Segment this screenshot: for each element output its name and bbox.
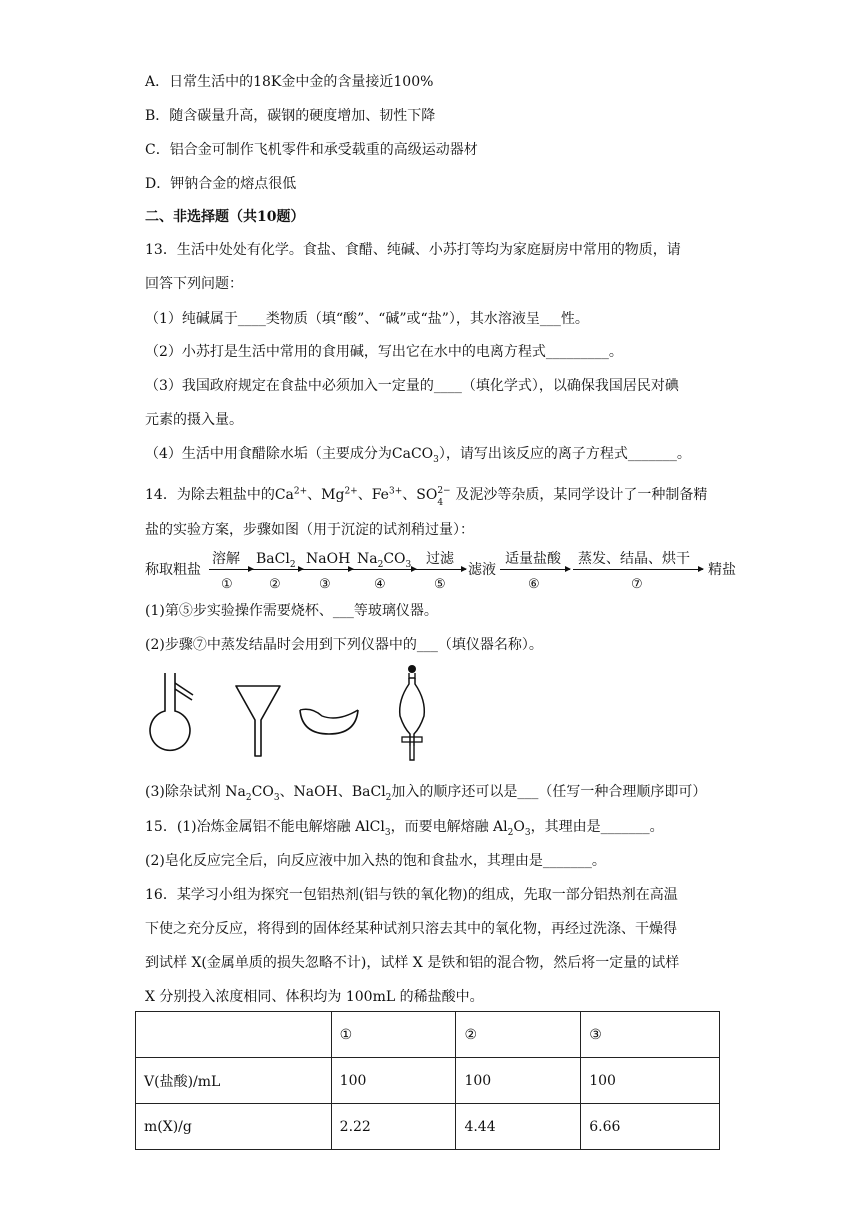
q16-stem-line3: 到试样 X(金属单质的损失忽略不计)，试样 X 是铁和铝的混合物，然后将一定量的试样 — [145, 955, 680, 971]
section-heading: 二、非选择题（共10题） — [145, 209, 305, 225]
flow-step5-number: ⑤ — [434, 577, 446, 592]
flow-step6-label: 适量盐酸 — [505, 551, 561, 567]
flow-step2-label: BaCl$_2$ — [256, 551, 296, 570]
flow-step1-number: ① — [221, 577, 233, 592]
q13-part2: （2）小苏打是生活中常用的食用碱，写出它在水中的电离方程式_________。 — [145, 344, 623, 360]
q15-part2: (2)皂化反应完全后，向反应液中加入热的饱和食盐水，其理由是_______。 — [145, 853, 606, 869]
option-b: B．随含碳量升高，碳钢的硬度增加、韧性下降 — [145, 108, 436, 124]
flow-step3-number: ③ — [319, 577, 331, 592]
separatory-funnel-icon — [392, 664, 432, 764]
q15-part1: 15．(1)冶炼金属铝不能电解熔融 AlCl$_3$，而要电解熔融 $Al_2O_3$，其理由是_______。 — [145, 819, 664, 838]
funnel-icon — [234, 682, 282, 762]
table-row — [136, 1104, 720, 1150]
flow-step1-label: 溶解 — [212, 551, 240, 567]
flow-step2-number: ② — [269, 577, 281, 592]
flow-arrow-5 — [416, 569, 466, 570]
flow-step7-label: 蒸发、结晶、烘干 — [578, 551, 690, 567]
flow-step4-label: $Na_2CO_3$ — [357, 551, 412, 570]
q16-stem-line4: X 分别投入浓度相同、体积均为 100mL 的稀盐酸中。 — [145, 989, 484, 1005]
q14-part1: (1)第⑤步实验操作需要烧杯、___等玻璃仪器。 — [145, 603, 438, 619]
q14-stem-line1: 14．为除去粗盐中的$Ca^{2+}$、$Mg^{2+}$、$Fe^{3+}$、SO 2− 4 及泥沙等杂质，某同学设计了一种制备精 — [145, 486, 708, 508]
table-header-cell: ② — [456, 1012, 581, 1058]
option-a: A．日常生活中的18K金中金的含量接近100% — [145, 74, 434, 90]
evaporating-dish-icon — [298, 704, 360, 738]
flow-start: 称取粗盐 — [145, 562, 201, 578]
table-header-row — [136, 1012, 720, 1058]
flow-step3-label: NaOH — [306, 551, 351, 567]
q16-stem-line2: 下使之充分反应，将得到的固体经某种试剂只溶去其中的氧化物，再经过洗涤、干燥得 — [145, 921, 677, 937]
flow-step5-label: 过滤 — [426, 551, 454, 567]
flow-arrow-1 — [209, 569, 253, 570]
flow-arrow-7 — [573, 569, 703, 570]
table-cell: 4.44 — [456, 1104, 581, 1150]
q13-part4: （4）生活中用食醋除水垢（主要成分为CaCO$_3$），请写出该反应的离子方程式_______。 — [145, 446, 691, 465]
q13-stem-line2: 回答下列问题： — [145, 276, 243, 292]
table-cell: 100 — [331, 1058, 456, 1104]
flow-step4-number: ④ — [374, 577, 386, 592]
q16-stem-line1: 16．某学习小组为探究一包铝热剂(铝与铁的氧化物)的组成，先取一部分铝热剂在高温 — [145, 887, 678, 903]
table-cell: m(X)/g — [136, 1104, 332, 1150]
procedure-flow-diagram — [145, 549, 745, 599]
flow-step7-number: ⑦ — [631, 577, 643, 592]
table-cell: V(盐酸)/mL — [136, 1058, 332, 1104]
table-row — [136, 1058, 720, 1104]
flow-step6-number: ⑥ — [528, 577, 540, 592]
q13-stem-line1: 13．生活中处处有化学。食盐、食醋、纯碱、小苏打等均为家庭厨房中常用的物质，请 — [145, 242, 681, 258]
table-cell: 100 — [456, 1058, 581, 1104]
q13-part3-line2: 元素的摄入量。 — [145, 412, 243, 428]
q13-part3-line1: （3）我国政府规定在食盐中必须加入一定量的____（填化学式），以确保我国居民对碘 — [145, 378, 679, 394]
option-d: D．钾钠合金的熔点很低 — [145, 176, 297, 192]
q14-part3: (3)除杂试剂 $Na_2CO_3$、NaOH、BaCl$_2$加入的顺序还可以是___（任写一种合理顺序即可） — [145, 784, 707, 803]
experiment-data-table — [135, 1011, 720, 1150]
flow-arrow-3 — [303, 569, 353, 570]
flow-end: 精盐 — [708, 562, 736, 578]
table-cell: 6.66 — [581, 1104, 720, 1150]
flow-arrow-6 — [500, 569, 570, 570]
round-flask-with-side-arm-icon — [145, 669, 195, 759]
option-c: C．铝合金可制作飞机零件和承受载重的高级运动器材 — [145, 142, 478, 158]
flow-filtrate: 滤液 — [468, 562, 496, 578]
table-cell: 2.22 — [331, 1104, 456, 1150]
q14-part2: (2)步骤⑦中蒸发结晶时会用到下列仪器中的___（填仪器名称）。 — [145, 637, 543, 653]
table-header-cell — [136, 1012, 332, 1058]
table-header-cell: ① — [331, 1012, 456, 1058]
table-cell: 100 — [581, 1058, 720, 1104]
table-header-cell: ③ — [581, 1012, 720, 1058]
q13-part1: （1）纯碱属于____类物质（填“酸”、“碱”或“盐”），其水溶液呈___性。 — [145, 311, 589, 327]
q14-stem-line2: 盐的实验方案，步骤如图（用于沉淀的试剂稍过量）： — [145, 522, 474, 538]
